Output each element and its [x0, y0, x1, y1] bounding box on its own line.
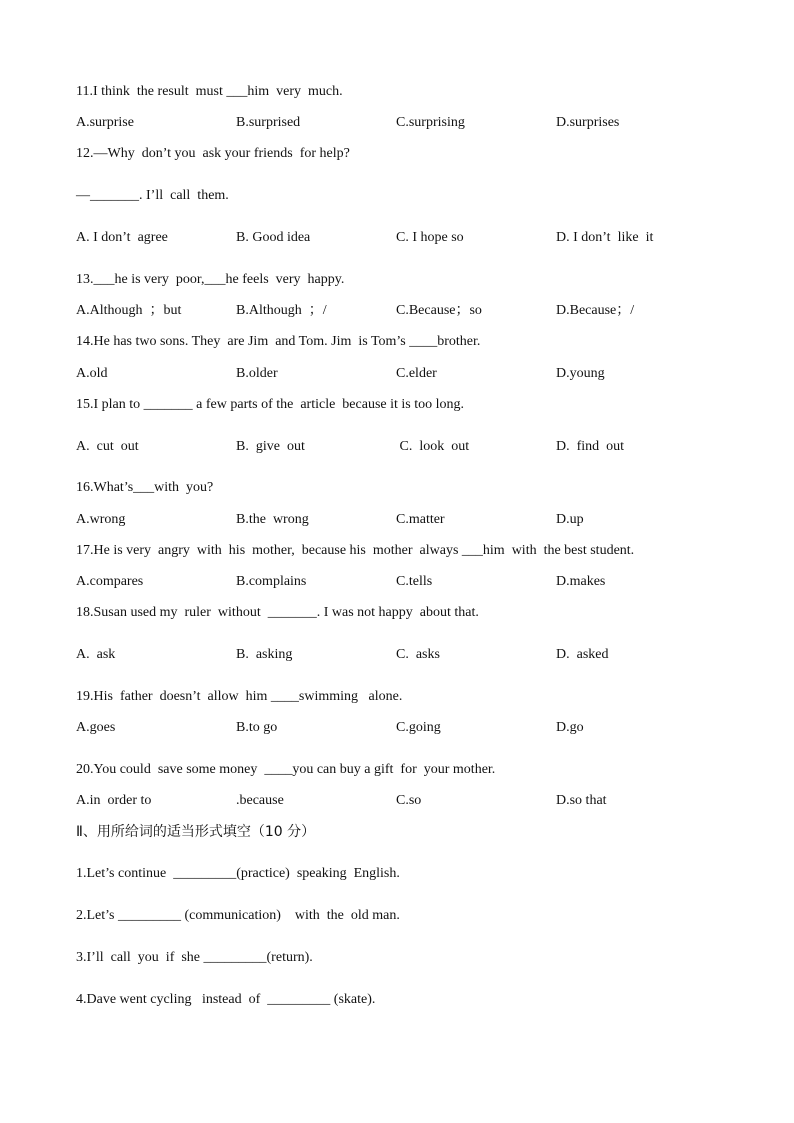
question-12-stem: 12.—Why don’t you ask your friends for help?	[76, 146, 350, 161]
question-11-option-d: D.surprises	[556, 115, 620, 130]
question-17-option-a: A.compares	[76, 574, 144, 589]
question-14-option-c: C.elder	[396, 366, 437, 381]
question-12-option-a: A. I don’t agree	[76, 230, 168, 245]
question-16-option-b: B.the wrong	[236, 512, 309, 527]
question-11-stem: 11.I think the result must ___him very much.	[76, 84, 343, 99]
question-20-option-d: D.so that	[556, 793, 607, 808]
question-16-option-a: A.wrong	[76, 512, 126, 527]
question-14-option-d: D.young	[556, 366, 605, 381]
question-19-option-a: A.goes	[76, 720, 116, 735]
question-12-answer-line: —_______. I’ll call them.	[76, 188, 229, 203]
question-19-option-b: B.to go	[236, 720, 278, 735]
fill-in-item-3: 3.I’ll call you if she _________(return).	[76, 950, 313, 965]
question-18-option-b: B. asking	[236, 647, 293, 662]
question-18-option-c: C. asks	[396, 647, 440, 662]
question-16-stem: 16.What’s___with you?	[76, 480, 214, 495]
question-11-option-b: B.surprised	[236, 115, 301, 130]
section-2-title: Ⅱ、用所给词的适当形式填空（10 分）	[76, 824, 316, 840]
question-14-stem: 14.He has two sons. They are Jim and Tom. Jim is Tom’s ____brother.	[76, 334, 481, 349]
question-13-option-c: C.Because；so	[396, 303, 482, 318]
question-13-option-a: A.Although ；but	[76, 303, 182, 318]
question-20-option-c: C.so	[396, 793, 422, 808]
question-18-option-d: D. asked	[556, 647, 609, 662]
question-15-option-a: A. cut out	[76, 439, 139, 454]
question-13-stem: 13.___he is very poor,___he feels very happy.	[76, 272, 345, 287]
fill-in-item-4: 4.Dave went cycling instead of _________ (skate).	[76, 992, 376, 1007]
question-13-option-b: B.Although ；/	[236, 303, 327, 318]
question-17-option-c: C.tells	[396, 574, 433, 589]
question-15-option-d: D. find out	[556, 439, 625, 454]
fill-in-item-1: 1.Let’s continue _________(practice) speaking English.	[76, 866, 400, 881]
question-14-option-a: A.old	[76, 366, 108, 381]
question-12-option-d: D. I don’t like it	[556, 230, 654, 245]
question-13-option-d: D.Because；/	[556, 303, 635, 318]
question-20-option-a: A.in order to	[76, 793, 152, 808]
question-19-stem: 19.His father doesn’t allow him ____swimming alone.	[76, 689, 403, 704]
fill-in-item-2: 2.Let’s _________ (communication) with the old man.	[76, 908, 400, 923]
question-14-option-b: B.older	[236, 366, 278, 381]
question-20-stem: 20.You could save some money ____you can buy a gift for your mother.	[76, 762, 496, 777]
question-18-option-a: A. ask	[76, 647, 116, 662]
question-19-option-c: C.going	[396, 720, 441, 735]
question-12-option-c: C. I hope so	[396, 230, 464, 245]
question-17-option-d: D.makes	[556, 574, 606, 589]
question-17-stem: 17.He is very angry with his mother, because his mother always ___him with the best student.	[76, 543, 635, 558]
question-12-option-b: B. Good idea	[236, 230, 311, 245]
question-20-option-b: .because	[236, 793, 284, 808]
question-11-option-a: A.surprise	[76, 115, 134, 130]
question-15-option-b: B. give out	[236, 439, 305, 454]
question-15-stem: 15.I plan to _______ a few parts of the article because it is too long.	[76, 397, 465, 412]
question-11-option-c: C.surprising	[396, 115, 465, 130]
question-15-option-c: C. look out	[396, 439, 470, 454]
question-19-option-d: D.go	[556, 720, 584, 735]
question-18-stem: 18.Susan used my ruler without _______. I was not happy about that.	[76, 605, 479, 620]
question-17-option-b: B.complains	[236, 574, 307, 589]
question-16-option-d: D.up	[556, 512, 584, 527]
question-16-option-c: C.matter	[396, 512, 445, 527]
